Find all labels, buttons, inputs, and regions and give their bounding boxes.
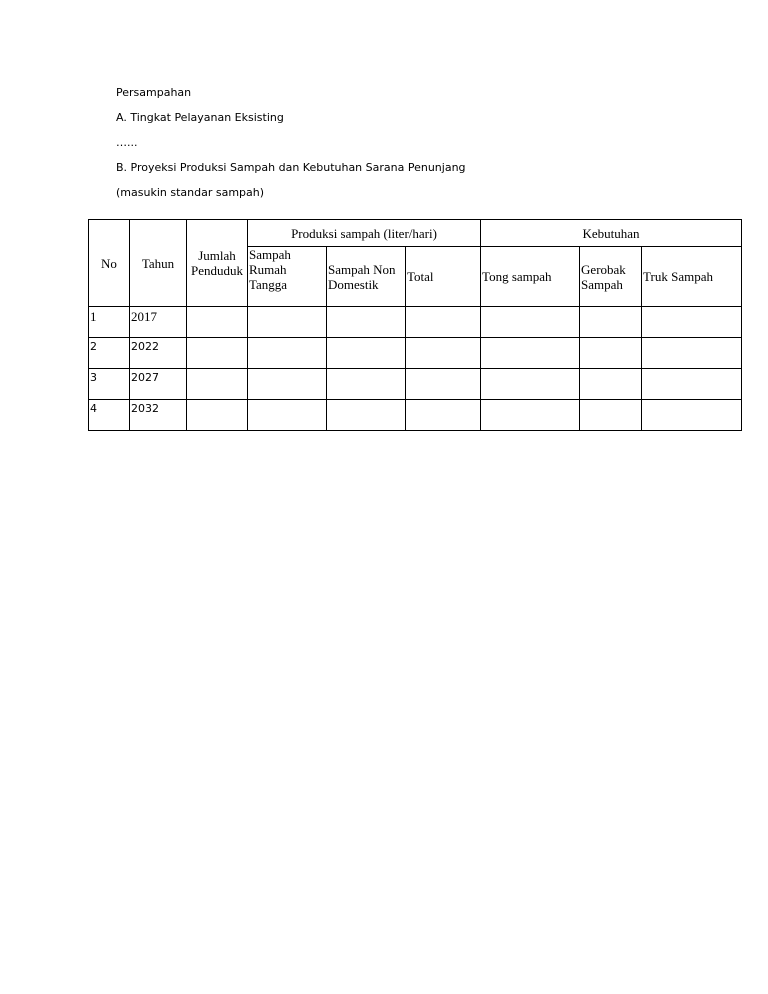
cell-tahun: 2017 [130, 307, 187, 338]
cell-empty [406, 369, 481, 400]
table-row [89, 369, 742, 400]
header-no: No [89, 220, 130, 307]
section-title: Persampahan [116, 86, 192, 99]
header-truk-sampah: Truk Sampah [642, 247, 742, 307]
cell-empty [580, 307, 642, 338]
cell-empty [248, 338, 327, 369]
projection-table [88, 219, 742, 431]
cell-empty [580, 338, 642, 369]
cell-empty [481, 338, 580, 369]
cell-empty [642, 369, 742, 400]
cell-empty [406, 338, 481, 369]
cell-empty [481, 307, 580, 338]
cell-empty [580, 369, 642, 400]
table-row [89, 400, 742, 431]
cell-empty [327, 307, 406, 338]
cell-tahun: 2032 [130, 400, 187, 431]
subsection-b-heading: B. Proyeksi Produksi Sampah dan Kebutuhan Sarana Penunjang [116, 161, 466, 174]
header-tong-sampah: Tong sampah [481, 247, 580, 307]
table-row [89, 307, 742, 338]
header-produksi-sampah: Produksi sampah (liter/hari) [248, 220, 481, 247]
cell-empty [327, 369, 406, 400]
header-jumlah-penduduk: Jumlah Penduduk [187, 220, 248, 307]
cell-empty [406, 307, 481, 338]
cell-empty [406, 400, 481, 431]
header-kebutuhan: Kebutuhan [481, 220, 742, 247]
cell-empty [187, 307, 248, 338]
cell-empty [187, 338, 248, 369]
cell-empty [187, 400, 248, 431]
header-total: Total [406, 247, 481, 307]
header-tahun: Tahun [130, 220, 187, 307]
placeholder-ellipsis: …... [116, 136, 138, 149]
cell-tahun: 2027 [130, 369, 187, 400]
cell-tahun: 2022 [130, 338, 187, 369]
cell-no: 2 [89, 338, 130, 369]
cell-empty [642, 338, 742, 369]
table-row [89, 338, 742, 369]
cell-no: 1 [89, 307, 130, 338]
cell-empty [187, 369, 248, 400]
cell-empty [327, 400, 406, 431]
cell-empty [642, 400, 742, 431]
header-gerobak-sampah: Gerobak Sampah [580, 247, 642, 307]
cell-empty [481, 400, 580, 431]
cell-no: 3 [89, 369, 130, 400]
cell-empty [248, 307, 327, 338]
header-sampah-non-domestik: Sampah Non Domestik [327, 247, 406, 307]
subsection-a-heading: A. Tingkat Pelayanan Eksisting [116, 111, 284, 124]
cell-empty [642, 307, 742, 338]
cell-no: 4 [89, 400, 130, 431]
cell-empty [327, 338, 406, 369]
note-text: (masukin standar sampah) [116, 186, 265, 199]
cell-empty [248, 369, 327, 400]
cell-empty [580, 400, 642, 431]
cell-empty [248, 400, 327, 431]
cell-empty [481, 369, 580, 400]
header-sampah-rumah-tangga: Sampah Rumah Tangga [248, 247, 327, 307]
